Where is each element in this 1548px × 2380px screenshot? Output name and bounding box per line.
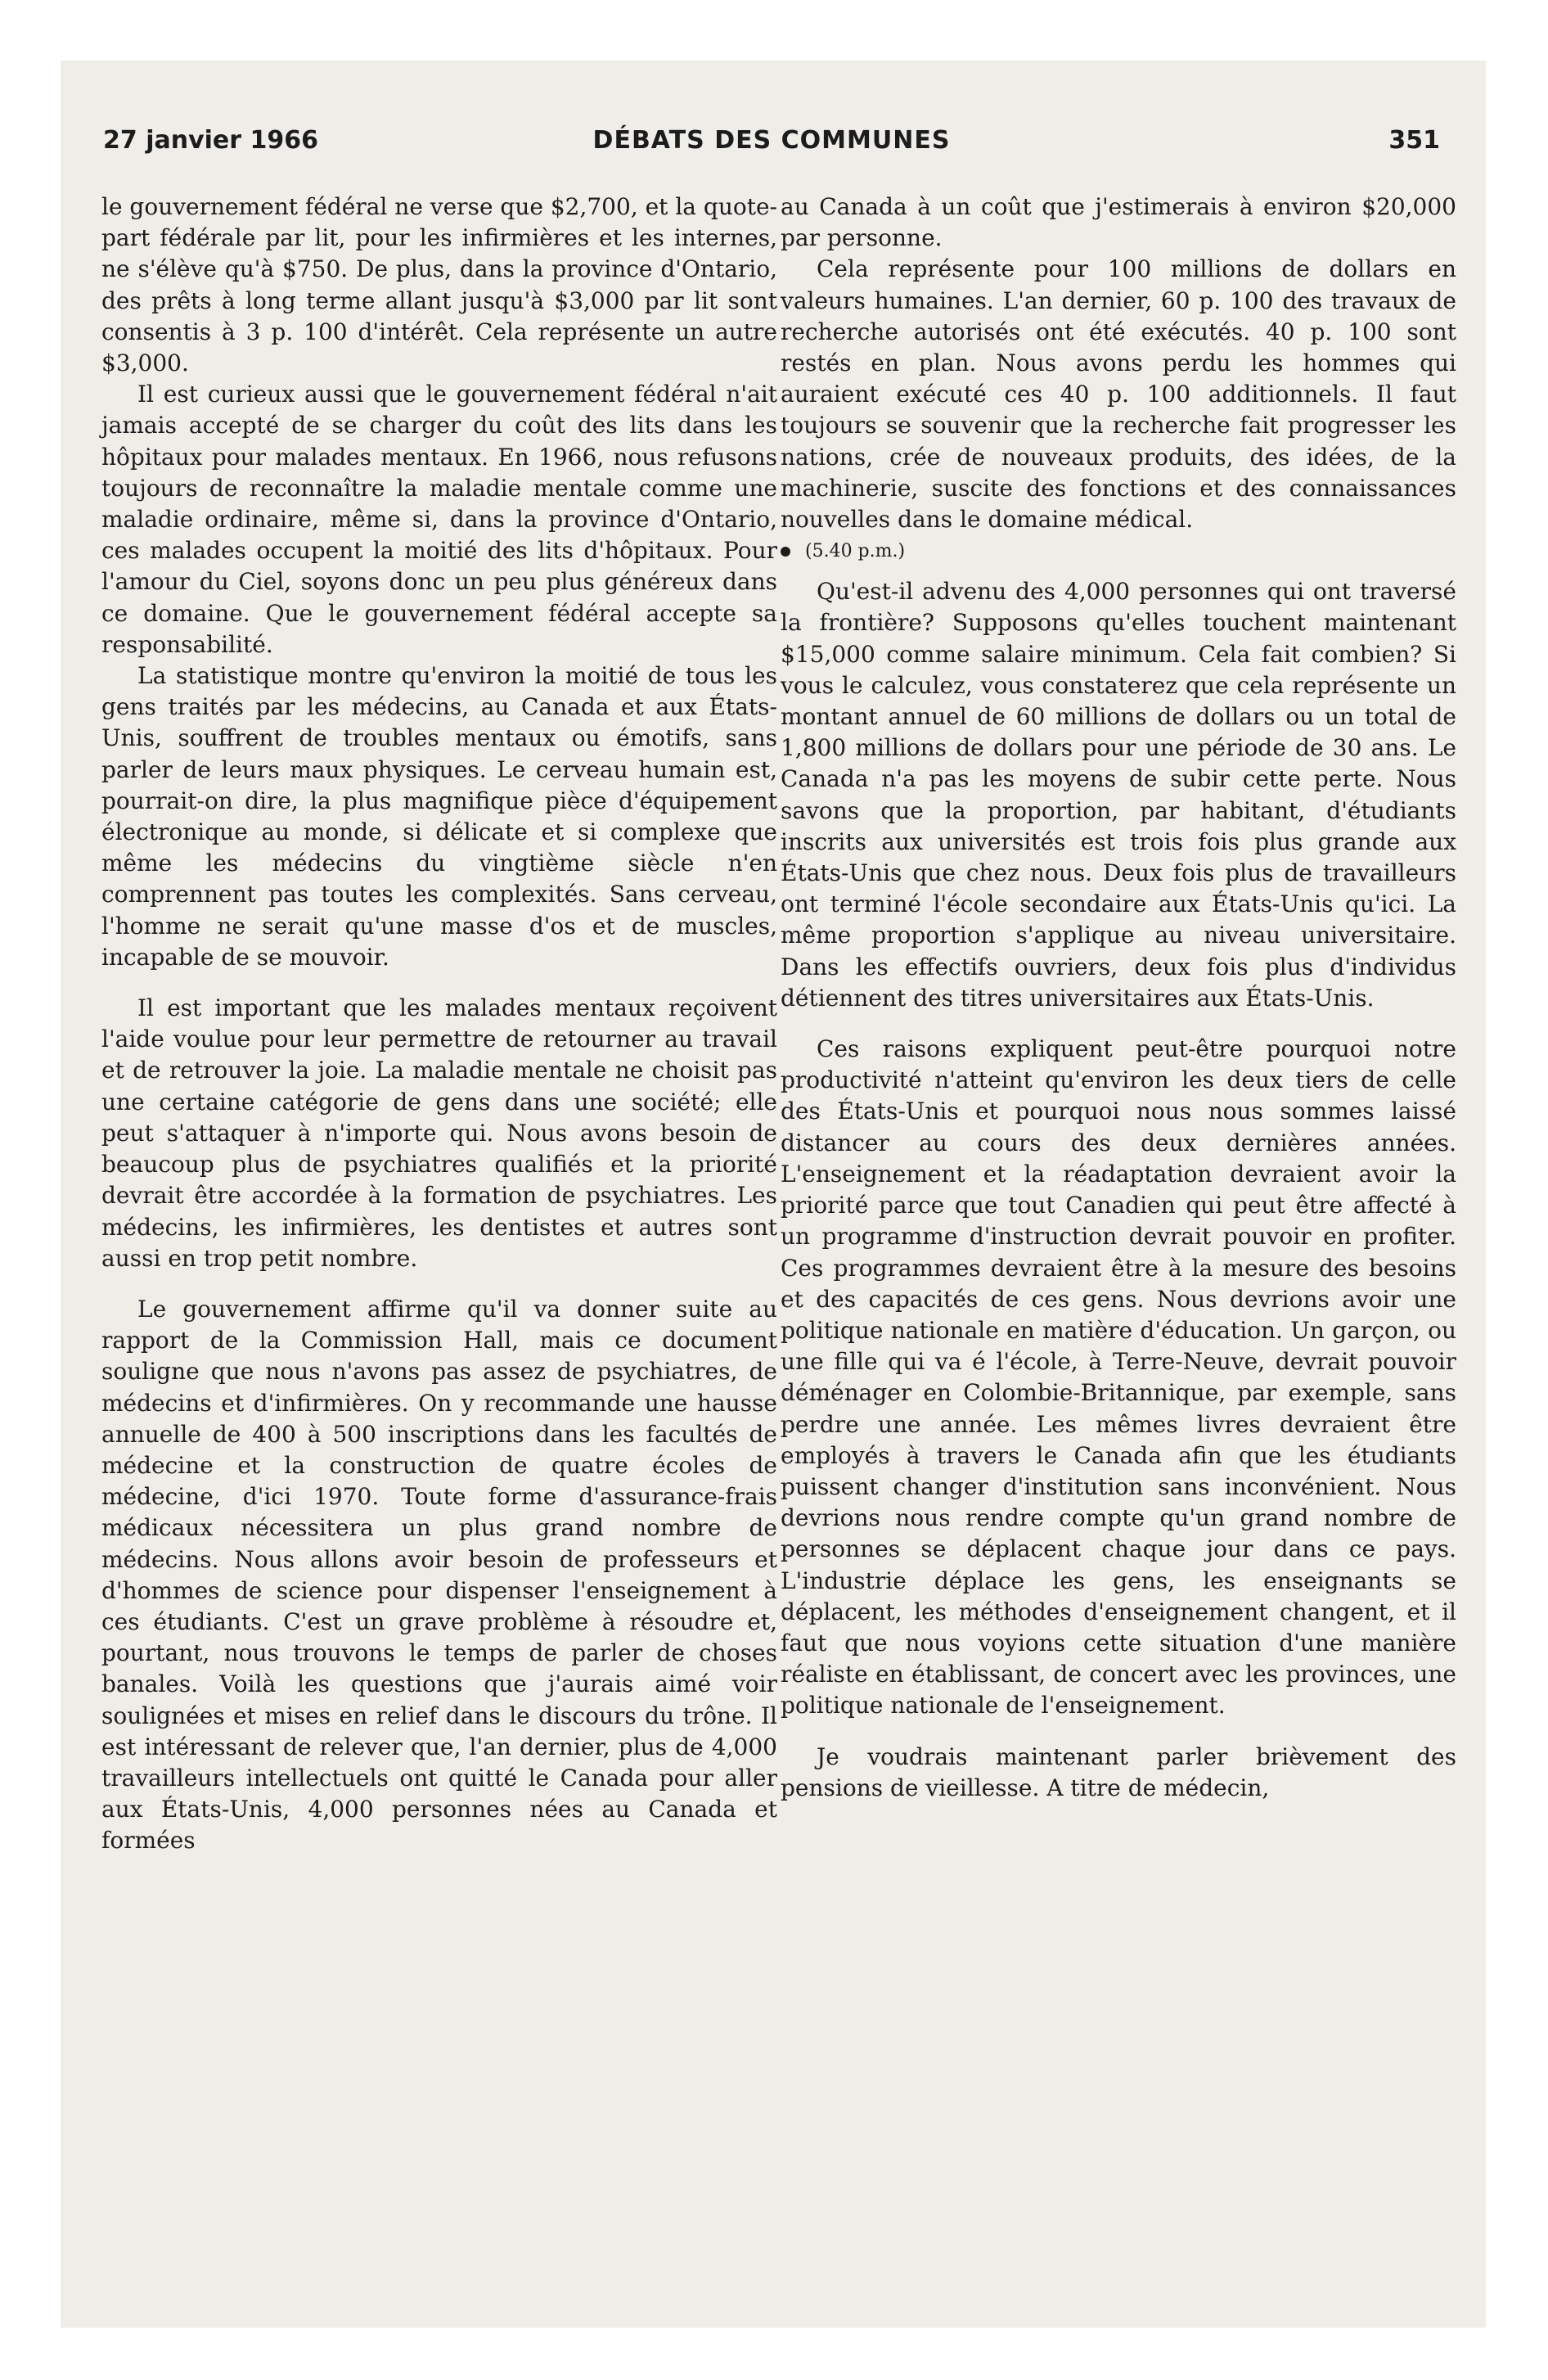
paragraph-gap	[101, 973, 777, 993]
header-title: DÉBATS DES COMMUNES	[592, 126, 951, 155]
bullet-icon	[781, 547, 790, 557]
paragraph: le gouvernement fédéral ne verse que $2,700, et la quote-part fédérale par lit, pour les infirmières et les internes, ne s'élève qu'à $750. De plus, dans la province d'Ontario, des prêts à long terme allant jusqu'à $3,000 par lit sont consentis à 3 p. 100 d'intérêt. Cela représente un autre $3,000.	[101, 193, 777, 377]
paragraph-gap	[781, 1722, 1456, 1742]
header-page-number: 351	[1388, 126, 1440, 155]
paragraph: La statistique montre qu'environ la moitié de tous les gens traités par les médecins, au Canada et aux États-Unis, souffrent de troubles mentaux ou émotifs, sans parler de leurs maux physiques. Le cerveau humain est, pourrait-on dire, la plus magnifique pièce d'équipement électronique au monde, si délicate et si complexe que même les médecins du vingtième siècle n'en comprennent pas toutes les complexités. Sans cerveau, l'homme ne serait qu'une masse d'os et de muscles, incapable de se mouvoir.	[101, 662, 777, 971]
right-column	[781, 192, 1456, 1804]
paragraph: Il est important que les malades mentaux reçoivent l'aide voulue pour leur permettre de retourner au travail et de retrouver la joie. La maladie mentale ne choisit pas une certaine catégorie de gens dans une société; elle peut s'attaquer à n'importe qui. Nous avons besoin de beaucoup plus de psychiatres qualifiés et la priorité devrait être accordée à la formation de psychiatres. Les médecins, les infirmières, les dentistes et autres sont aussi en trop petit nombre.	[101, 994, 777, 1272]
paragraph: Il est curieux aussi que le gouvernement fédéral n'ait jamais accepté de se charger du coût des lits dans les hôpitaux pour malades mentaux. En 1966, nous refusons toujours de reconnaître la maladie mentale comme une maladie ordinaire, même si, dans la province d'Ontario, ces malades occupent la moitié des lits d'hôpitaux. Pour l'amour du Ciel, soyons donc un peu plus généreux dans ce domaine. Que le gouvernement fédéral accepte sa responsabilité.	[101, 381, 777, 658]
paragraph-gap	[101, 1274, 777, 1294]
scanned-page	[61, 61, 1486, 2328]
paragraph-gap	[781, 1014, 1456, 1034]
time-marker	[781, 537, 1456, 566]
page-header	[103, 126, 1440, 175]
paragraph: Je voudrais maintenant parler brièvement des pensions de vieillesse. A titre de médecin,	[781, 1742, 1456, 1801]
header-date: 27 janvier 1966	[103, 126, 318, 155]
paragraph: Le gouvernement affirme qu'il va donner suite au rapport de la Commission Hall, mais ce document souligne que nous n'avons pas assez de psychiatres, de médecins et d'infirmières. On y recommande une hausse annuelle de 400 à 500 inscriptions dans les facultés de médecine et la construction de quatre écoles de médecine, d'ici 1970. Toute forme d'assurance-frais médicaux nécessitera un plus grand nombre de médecins. Nous allons avoir besoin de professeurs et d'hommes de science pour dispenser l'enseignement à ces étudiants. C'est un grave problème à résoudre et, pourtant, nous trouvons le temps de parler de choses banales. Voilà les questions que j'aurais aimé voir soulignées et mises en relief dans le discours du trône. Il est intéressant de relever que, l'an dernier, plus de 4,000 travailleurs intellectuels ont quitté le Canada pour aller aux États-Unis, 4,000 personnes nées au Canada et formées	[101, 1295, 777, 1855]
left-column	[101, 192, 777, 1857]
paragraph: au Canada à un coût que j'estimerais à environ $20,000 par personne.	[781, 193, 1456, 252]
paragraph: Qu'est-il advenu des 4,000 personnes qui ont traversé la frontière? Supposons qu'elles touchent maintenant $15,000 comme salaire minimum. Cela fait combien? Si vous le calculez, vous constaterez que cela représente un montant annuel de 60 millions de dollars ou un total de 1,800 millions de dollars pour une période de 30 ans. Le Canada n'a pas les moyens de subir cette perte. Nous savons que la proportion, par habitant, d'étudiants inscrits aux universités est trois fois plus grande aux États-Unis que chez nous. Deux fois plus de travailleurs ont terminé l'école secondaire aux États-Unis qu'ici. La même proportion s'applique au niveau universitaire. Dans les effectifs ouvriers, deux fois plus d'individus détiennent des titres universitaires aux États-Unis.	[781, 578, 1456, 1012]
time-marker-text: (5.40 p.m.)	[805, 541, 906, 562]
paragraph: Cela représente pour 100 millions de dollars en valeurs humaines. L'an dernier, 60 p. 100 des travaux de recherche autorisés ont été exécutés. 40 p. 100 sont restés en plan. Nous avons perdu les hommes qui auraient exécuté ces 40 p. 100 additionnels. Il faut toujours se souvenir que la recherche fait progresser les nations, crée de nouveaux produits, des idées, de la machinerie, suscite des fonctions et des connaissances nouvelles dans le domaine médical.	[781, 255, 1456, 534]
paragraph: Ces raisons expliquent peut-être pourquoi notre productivité n'atteint qu'environ les deux tiers de celle des États-Unis et pourquoi nous nous sommes laissé distancer au cours des deux dernières années. L'enseignement et la réadaptation devraient avoir la priorité parce que tout Canadien qui peut être affecté à un programme d'instruction devrait pouvoir en profiter. Ces programmes devraient être à la mesure des besoins et des capacités de ces gens. Nous devrions avoir une politique nationale en matière d'éducation. Un garçon, ou une fille qui va é l'école, à Terre-Neuve, devrait pouvoir déménager en Colombie-Britannique, par exemple, sans perdre une année. Les mêmes livres devraient être employés à travers le Canada afin que les étudiants puissent changer d'institution sans inconvénient. Nous devrions nous rendre compte qu'un grand nombre de personnes se déplacent chaque jour dans ce pays. L'industrie déplace les gens, les enseignants se déplacent, les méthodes d'enseignement changent, et il faut que nous voyions cette situation d'une manière réaliste en établissant, de concert avec les provinces, une politique nationale de l'enseignement.	[781, 1035, 1456, 1720]
